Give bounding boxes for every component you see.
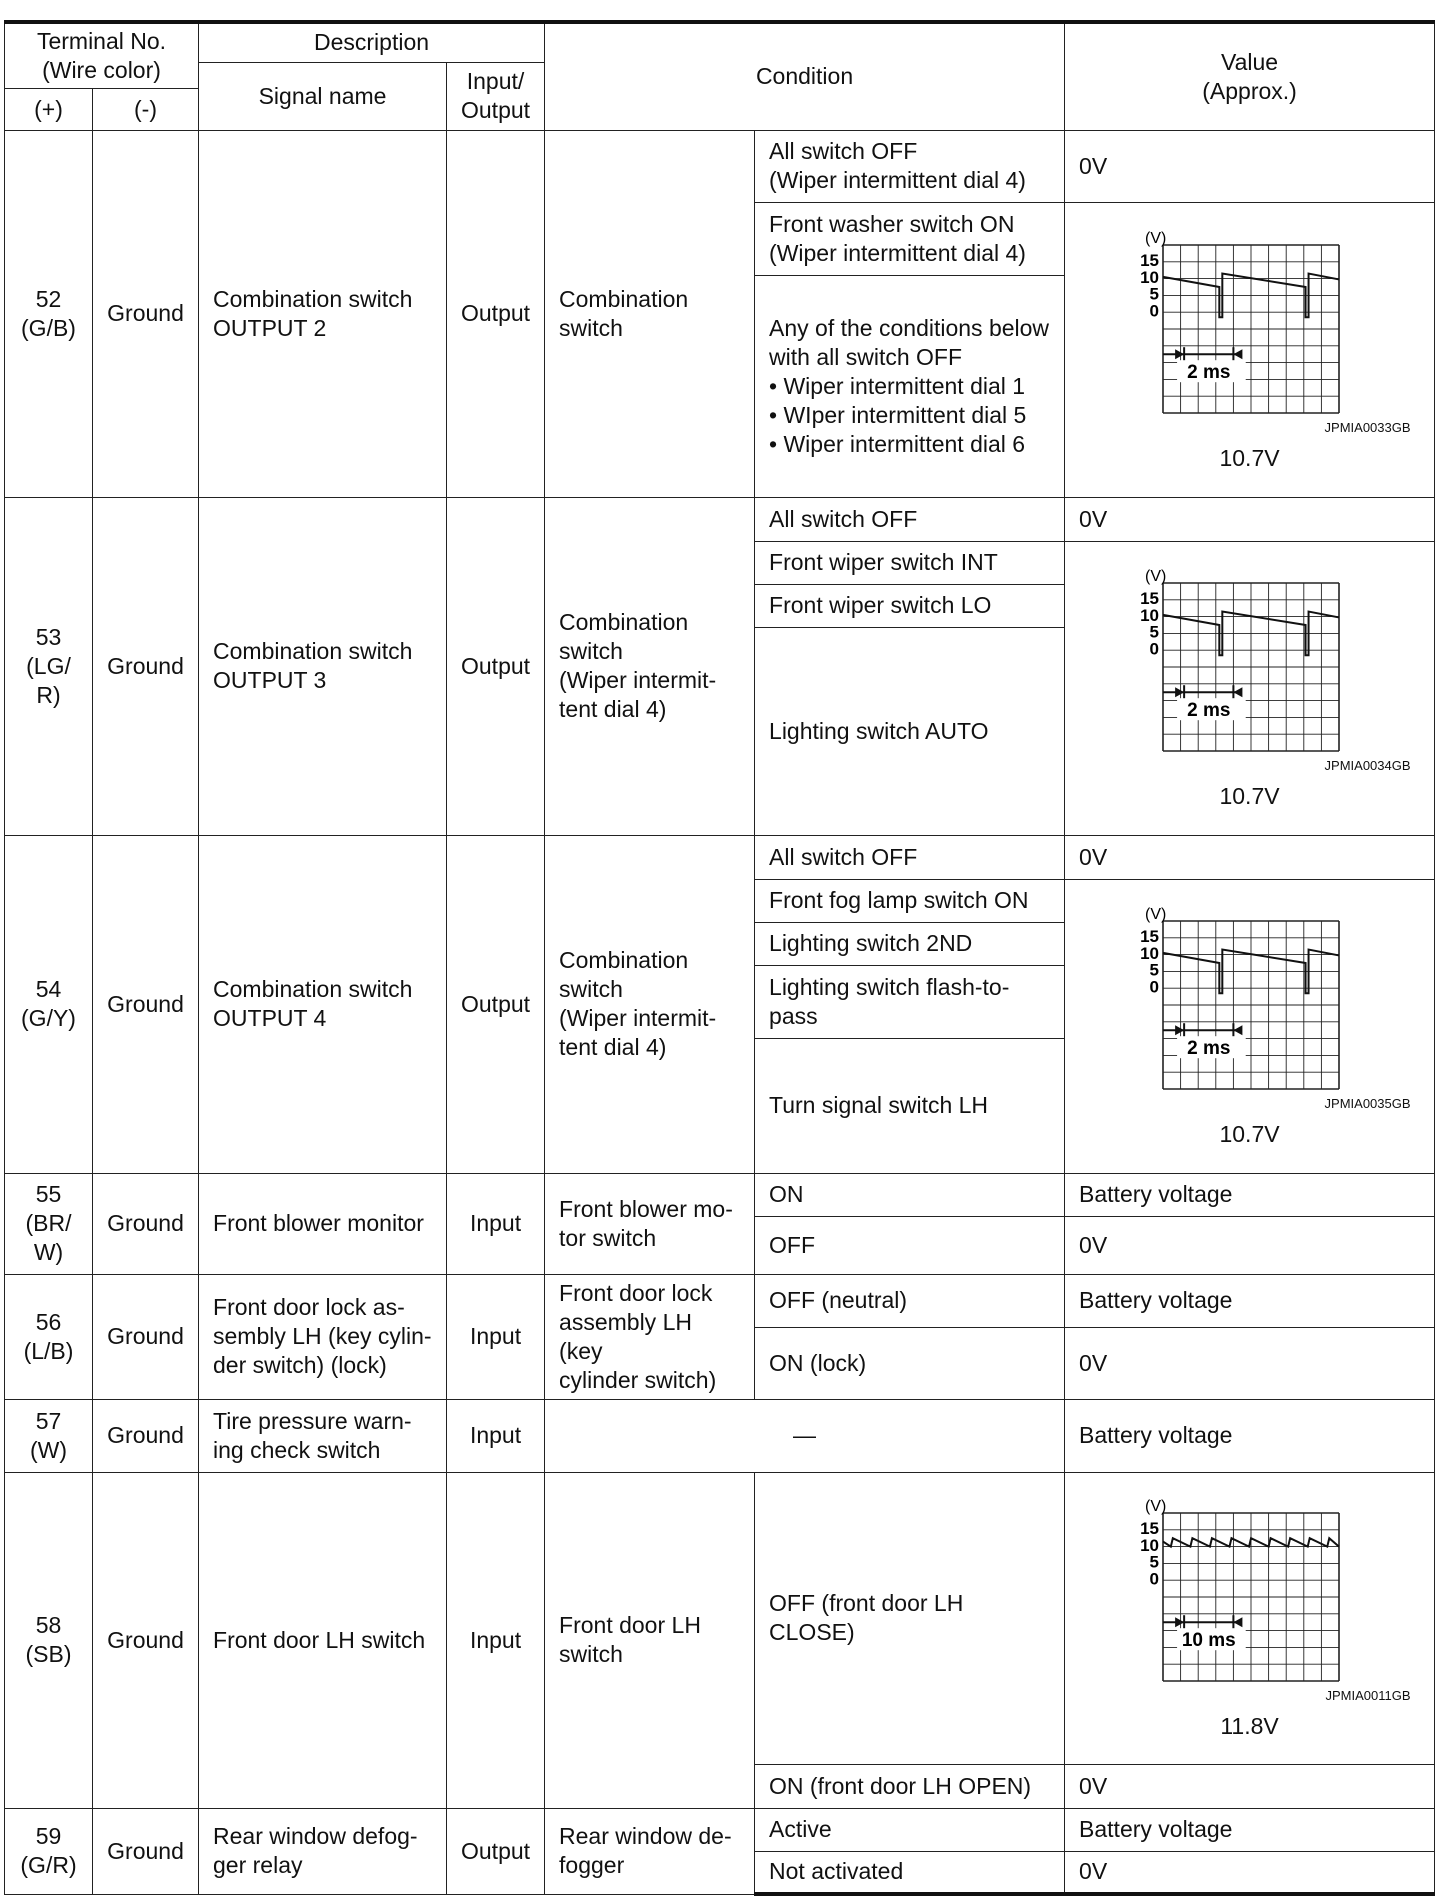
header-description: Description: [199, 22, 545, 62]
waveform-graph: [1085, 903, 1415, 1093]
time-arrow: [1175, 687, 1184, 697]
time-arrow: [1233, 687, 1242, 697]
cond-main-55: Front blower mo- tor switch: [545, 1173, 755, 1274]
cond-52-2: Any of the conditions below with all switch OFF • Wiper intermittent dial 1 • WIper intermittent dial 5 • Wiper intermittent dial 6: [755, 275, 1065, 497]
figure-id: JPMIA0035GB: [1324, 1096, 1411, 1111]
axis-unit-label: (V): [1144, 568, 1166, 585]
ground-57: Ground: [93, 1399, 199, 1472]
value-55-1: 0V: [1065, 1216, 1435, 1274]
figure-id: JPMIA0033GB: [1324, 419, 1411, 435]
cond-52-0: All switch OFF (Wiper intermittent dial 4): [755, 130, 1065, 202]
signal-59: Rear window defog- ger relay: [199, 1808, 447, 1894]
cond-54-3: Lighting switch flash-to- pass: [755, 965, 1065, 1038]
terminal-58: 58 (SB): [5, 1472, 93, 1808]
y-tick-label: 5: [1149, 960, 1159, 980]
ground-52: Ground: [93, 130, 199, 497]
header-input-output: Input/ Output: [447, 62, 545, 130]
value-58-1: 0V: [1065, 1764, 1435, 1808]
waveform-value: 10.7V: [1219, 1121, 1280, 1147]
figure-id: JPMIA0011GB: [1325, 1688, 1411, 1703]
waveform-value: 10.7V: [1219, 444, 1280, 471]
cond-58-1: ON (front door LH OPEN): [755, 1764, 1065, 1808]
waveform-cell-58: [1065, 1472, 1435, 1764]
cond-58-0: OFF (front door LH CLOSE): [755, 1472, 1065, 1764]
header-condition: Condition: [545, 22, 1065, 130]
terminal-table: [4, 20, 1435, 1896]
io-56: Input: [447, 1274, 545, 1399]
value-59-1: 0V: [1065, 1851, 1435, 1894]
y-tick-label: 10: [1139, 267, 1159, 287]
cond-55-0: ON: [755, 1173, 1065, 1216]
y-tick-label: 15: [1139, 250, 1159, 270]
time-arrow: [1175, 349, 1184, 359]
y-tick-label: 0: [1149, 639, 1159, 659]
time-arrow: [1175, 1025, 1184, 1035]
waveform-54: [1085, 903, 1415, 1149]
cond-52-1: Front washer switch ON (Wiper intermittent dial 4): [755, 202, 1065, 275]
io-54: Output: [447, 835, 545, 1173]
header-minus: (-): [93, 88, 199, 130]
terminal-53: 53 (LG/ R): [5, 497, 93, 835]
value-54-0: 0V: [1065, 835, 1435, 879]
header-value: Value (Approx.): [1065, 22, 1435, 130]
cond-54-4: Turn signal switch LH: [755, 1038, 1065, 1173]
terminal-55: 55 (BR/ W): [5, 1173, 93, 1274]
ground-53: Ground: [93, 497, 199, 835]
cond-59-1: Not activated: [755, 1851, 1065, 1894]
terminal-56: 56 (L/B): [5, 1274, 93, 1399]
y-tick-label: 15: [1139, 927, 1159, 947]
header-terminal-no: Terminal No. (Wire color): [5, 22, 199, 88]
header-signal-name: Signal name: [199, 62, 447, 130]
signal-57: Tire pressure warn- ing check switch: [199, 1399, 447, 1472]
figure-id: JPMIA0034GB: [1324, 758, 1411, 773]
y-tick-label: 10: [1139, 1535, 1159, 1555]
io-57: Input: [447, 1399, 545, 1472]
waveform-value: 10.7V: [1219, 783, 1280, 809]
waveform-52: [1085, 227, 1415, 473]
waveform-58: [1085, 1495, 1415, 1741]
cond-56-1: ON (lock): [755, 1327, 1065, 1399]
time-arrow: [1175, 1617, 1184, 1627]
y-tick-label: 10: [1139, 605, 1159, 625]
cond-53-1: Front wiper switch INT: [755, 541, 1065, 584]
value-57-0: Battery voltage: [1065, 1399, 1435, 1472]
ground-55: Ground: [93, 1173, 199, 1274]
y-tick-label: 15: [1139, 589, 1159, 609]
waveform-graph: [1085, 1495, 1415, 1685]
ground-58: Ground: [93, 1472, 199, 1808]
y-tick-label: 5: [1149, 284, 1159, 304]
y-tick-label: 0: [1149, 1569, 1159, 1589]
value-56-1: 0V: [1065, 1327, 1435, 1399]
time-scale-label: 2 ms: [1186, 700, 1230, 722]
value-52-0: 0V: [1065, 130, 1435, 202]
cond-53-2: Front wiper switch LO: [755, 584, 1065, 627]
axis-unit-label: (V): [1144, 1498, 1166, 1515]
cond-59-0: Active: [755, 1808, 1065, 1851]
waveform-53: [1085, 565, 1415, 811]
cond-main-53: Combination switch (Wiper intermit- tent dial 4): [545, 497, 755, 835]
signal-56: Front door lock as- sembly LH (key cylin- der switch) (lock): [199, 1274, 447, 1399]
value-55-0: Battery voltage: [1065, 1173, 1435, 1216]
y-tick-label: 0: [1149, 301, 1159, 321]
cond-54-2: Lighting switch 2ND: [755, 922, 1065, 965]
io-58: Input: [447, 1472, 545, 1808]
value-56-0: Battery voltage: [1065, 1274, 1435, 1327]
signal-55: Front blower monitor: [199, 1173, 447, 1274]
cond-55-1: OFF: [755, 1216, 1065, 1274]
signal-58: Front door LH switch: [199, 1472, 447, 1808]
time-arrow: [1233, 1025, 1242, 1035]
signal-53: Combination switch OUTPUT 3: [199, 497, 447, 835]
io-53: Output: [447, 497, 545, 835]
y-tick-label: 5: [1149, 1552, 1159, 1572]
y-tick-label: 15: [1139, 1519, 1159, 1539]
io-52: Output: [447, 130, 545, 497]
waveform-value: 11.8V: [1220, 1713, 1279, 1739]
y-tick-label: 0: [1149, 977, 1159, 997]
io-55: Input: [447, 1173, 545, 1274]
signal-54: Combination switch OUTPUT 4: [199, 835, 447, 1173]
cond-54-1: Front fog lamp switch ON: [755, 879, 1065, 922]
axis-unit-label: (V): [1144, 229, 1166, 247]
cond-54-0: All switch OFF: [755, 835, 1065, 879]
cond-main-59: Rear window de- fogger: [545, 1808, 755, 1894]
value-59-0: Battery voltage: [1065, 1808, 1435, 1851]
cond-main-54: Combination switch (Wiper intermit- tent dial 4): [545, 835, 755, 1173]
axis-unit-label: (V): [1144, 906, 1166, 923]
ground-56: Ground: [93, 1274, 199, 1399]
time-scale-label: 2 ms: [1186, 361, 1230, 383]
waveform-graph: [1085, 565, 1415, 755]
terminal-57: 57 (W): [5, 1399, 93, 1472]
waveform-cell-54: [1065, 879, 1435, 1173]
ground-59: Ground: [93, 1808, 199, 1894]
terminal-59: 59 (G/R): [5, 1808, 93, 1894]
cond-main-58: Front door LH switch: [545, 1472, 755, 1808]
terminal-52: 52 (G/B): [5, 130, 93, 497]
y-tick-label: 5: [1149, 622, 1159, 642]
value-53-0: 0V: [1065, 497, 1435, 541]
cond-53-0: All switch OFF: [755, 497, 1065, 541]
ground-54: Ground: [93, 835, 199, 1173]
cond-main-56: Front door lock assembly LH (key cylinder switch): [545, 1274, 755, 1399]
y-tick-label: 10: [1139, 943, 1159, 963]
waveform-cell-53: [1065, 541, 1435, 835]
header-plus: (+): [5, 88, 93, 130]
waveform-cell-52: [1065, 202, 1435, 497]
time-scale-label: 2 ms: [1186, 1038, 1230, 1060]
io-59: Output: [447, 1808, 545, 1894]
cond-56-0: OFF (neutral): [755, 1274, 1065, 1327]
signal-52: Combination switch OUTPUT 2: [199, 130, 447, 497]
cond-main-52: Combination switch: [545, 130, 755, 497]
waveform-graph: [1085, 227, 1415, 417]
time-arrow: [1233, 349, 1242, 359]
cond-53-3: Lighting switch AUTO: [755, 627, 1065, 835]
time-scale-label: 10 ms: [1181, 1630, 1236, 1652]
time-arrow: [1233, 1617, 1242, 1627]
cond-57: —: [545, 1399, 1065, 1472]
terminal-54: 54 (G/Y): [5, 835, 93, 1173]
